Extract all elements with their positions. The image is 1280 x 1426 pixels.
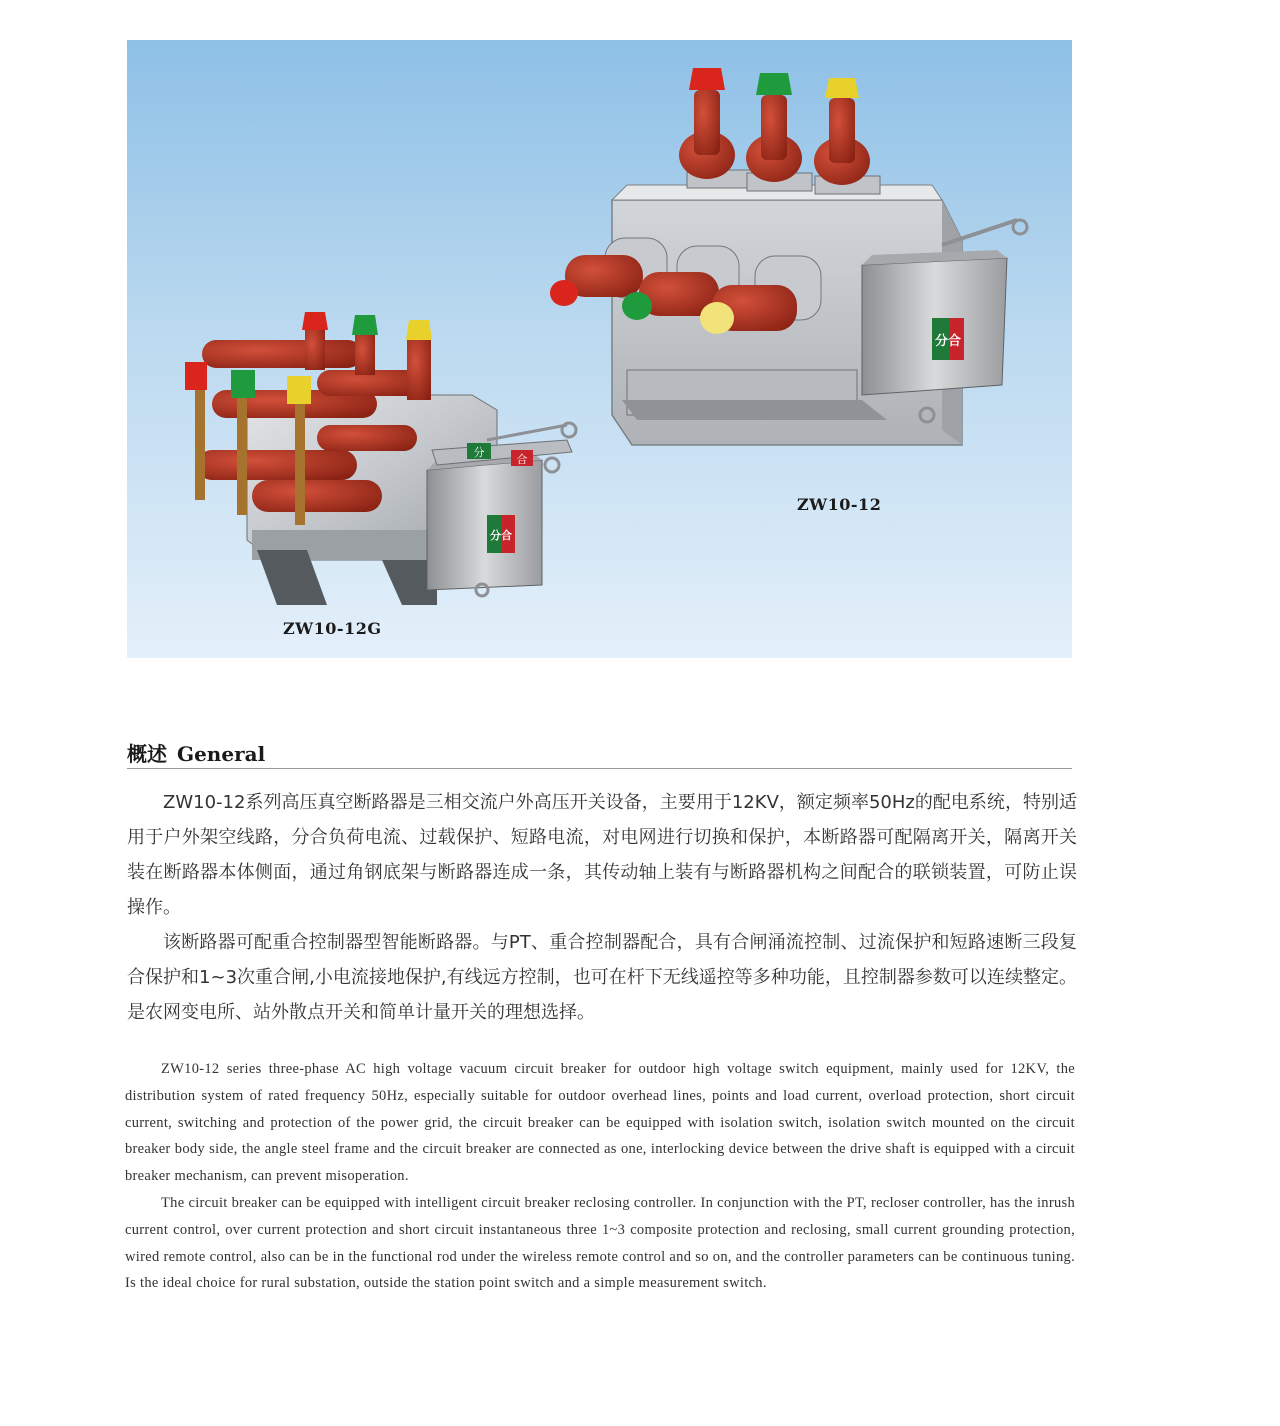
zw10-12g-breaker — [185, 312, 576, 605]
product-label-zw10-12: ZW10-12 — [797, 495, 882, 514]
en-paragraph-2: The circuit breaker can be equipped with intelligent circuit breaker reclosing controller. In conjunction with the PT, recloser controller, has the inrush current control, over current protection and short circuit instantaneous three 1~3 composite protection and reclosing, small current grounding protection, wired remote control, also can be in the functional rod under the wireless remote control and so on, and the controller parameters can be continuous tuning. Is the ideal choice for rural substation, outside the station point switch and a simple measurement switch. — [125, 1194, 1075, 1292]
english-description — [125, 1056, 1075, 1297]
sign-open-text: 分 — [473, 446, 485, 459]
en-paragraph-1: ZW10-12 series three-phase AC high voltage vacuum circuit breaker for outdoor high voltage switch equipment, mainly used for 12KV, the distribution system of rated frequency 50Hz, especially suitable for outdoor overhead lines, points and load current, overload protection, short circuit current, switching and protection of the power grid, the circuit breaker can be equipped with isolation switch, isolation switch mounted on the circuit breaker body side, the angle steel frame and the circuit breaker are connected as one, interlocking device between the drive shaft is equipped with a circuit breaker mechanism, can prevent misoperation. — [125, 1061, 1075, 1185]
cn-paragraph-2: 该断路器可配重合控制器型智能断路器。与PT、重合控制器配合，具有合闸涌流控制、过流保护和短路速断三段复合保护和1~3次重合闸,小电流接地保护,有线远方控制，也可在杆下无线遥控等多种功能，且控制器参数可以连续整定。是农网变电所、站外散点开关和简单计量开关的理想选择。 — [127, 932, 1077, 1023]
small-operating-box — [427, 423, 576, 596]
section-title-cn: 概述 — [127, 742, 167, 766]
small-box-marking: 分合 — [490, 529, 512, 542]
product-illustration — [127, 40, 1072, 658]
chinese-description — [127, 785, 1077, 1030]
box-marking: 分合 — [934, 334, 962, 349]
top-insulators — [679, 68, 880, 194]
product-photo-panel — [127, 40, 1072, 658]
zw10-12-breaker — [550, 68, 1027, 445]
cn-paragraph-1: ZW10-12系列高压真空断路器是三相交流户外高压开关设备，主要用于12KV，额定频率50Hz的配电系统，特别适用于户外架空线路，分合负荷电流、过载保护、短路电流，对电网进行切换和保护，本断路器可配隔离开关，隔离开关装在断路器本体侧面，通过角钢底架与断路器连成一条，其传动轴上装有与断路器机构之间配合的联锁装置，可防止误操作。 — [127, 792, 1077, 918]
section-title-en: General — [177, 742, 266, 766]
section-heading — [127, 738, 1072, 769]
sign-close-text: 合 — [516, 453, 528, 466]
product-label-zw10-12g: ZW10-12G — [283, 619, 382, 638]
